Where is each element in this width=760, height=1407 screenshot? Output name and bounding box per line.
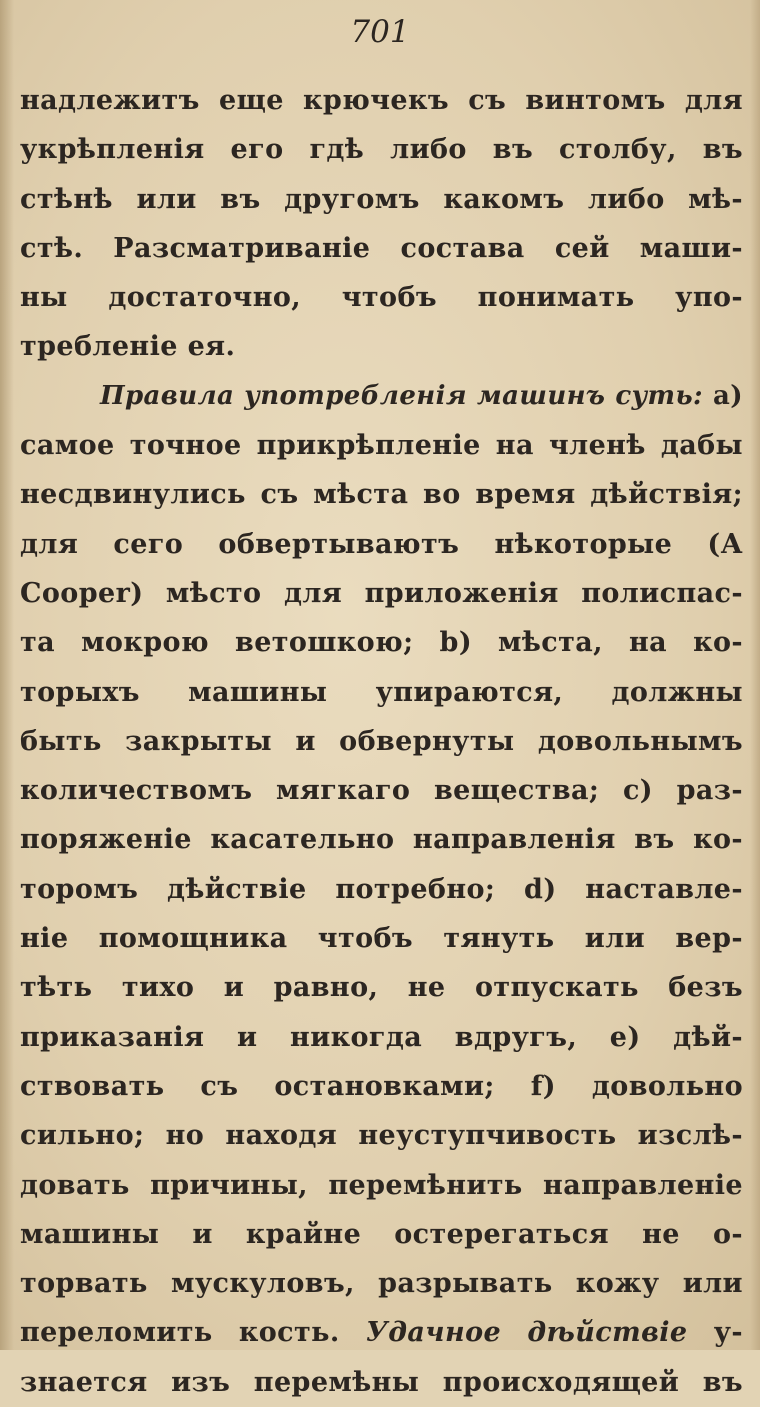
text-segment: торомъ дѣйствіе потребно; d) наставле- [20, 873, 743, 905]
text-line [20, 1161, 743, 1210]
text-segment: для сего обвертываютъ нѣкоторые (А [20, 528, 743, 560]
text-line [20, 1210, 743, 1259]
text-segment: надлежитъ еще крючекъ съ винтомъ для [20, 85, 743, 116]
text-segment: тѣть тихо и равно, не отпускать безъ [20, 972, 743, 1004]
text-segment: торыхъ машины упираются, должны [20, 676, 743, 708]
text-line [20, 668, 743, 717]
text-segment: требленіе ея. [20, 331, 236, 363]
text-line [20, 865, 743, 914]
text-segment: довать причины, перемѣнить направленіе [20, 1169, 743, 1201]
text-segment: сильно; но находя неуступчивость изслѣ- [20, 1120, 743, 1152]
text-segment: быть закрыты и обвернуты довольнымъ [20, 725, 743, 757]
text-line [20, 569, 743, 618]
text-line [20, 815, 743, 864]
text-line [20, 1259, 743, 1308]
page-edge-left [0, 0, 14, 1350]
text-segment: Cooper) мѣсто для приложенія полиспас- [20, 577, 743, 609]
text-line [20, 618, 743, 667]
text-segment: ніе помощника чтобъ тянуть или вер- [20, 923, 743, 955]
text-line [20, 470, 743, 519]
text-segment: ствовать съ остановками; f) довольно [20, 1070, 743, 1102]
text-segment: переломить кость. [20, 1317, 366, 1349]
text-line [20, 322, 743, 371]
text-segment: стѣнѣ или въ другомъ какомъ либо мѣ- [20, 183, 743, 215]
text-segment: ны достаточно, чтобъ понимать упо- [20, 282, 743, 314]
text-segment: у- [687, 1317, 744, 1349]
text-line [20, 372, 743, 421]
text-line [20, 1111, 743, 1160]
text-segment: несдвинулись съ мѣста во время дѣйствія; [20, 479, 743, 511]
text-line [20, 175, 743, 224]
text-line [20, 273, 743, 322]
text-segment: приказанія и никогда вдругъ, е) дѣй- [20, 1021, 743, 1053]
text-line [20, 914, 743, 963]
text-segment: а) [703, 380, 744, 411]
text-segment: знается изъ перемѣны происходящей въ [20, 1366, 743, 1398]
text-segment: та мокрою ветошкою; b) мѣста, на ко- [20, 627, 743, 659]
italic-text-segment: Правила употребленія машинъ суть: [100, 380, 703, 411]
text-line [20, 125, 743, 174]
text-line [20, 76, 743, 125]
text-segment: количествомъ мягкаго вещества; с) раз- [20, 775, 743, 807]
text-segment: самое точное прикрѣпленіе на членѣ дабы [20, 430, 743, 462]
text-line [20, 224, 743, 273]
body-text [20, 76, 743, 1407]
text-segment: укрѣпленія его гдѣ либо въ столбу, въ [20, 134, 743, 166]
italic-text-segment: Удачное дѣйствіе [365, 1317, 688, 1349]
text-segment: торвать мускуловъ, разрывать кожу или [20, 1268, 743, 1300]
text-segment: поряженіе касательно направленія въ ко- [20, 824, 743, 856]
page-edge-right [750, 0, 760, 1350]
text-line [20, 1062, 743, 1111]
text-line [20, 766, 743, 815]
text-line [20, 520, 743, 569]
text-line [20, 1358, 743, 1407]
text-line [20, 1013, 743, 1062]
text-segment: стѣ. Разсматриваніе состава сей маши- [20, 232, 743, 264]
page-number: 701 [350, 14, 410, 50]
text-line [20, 963, 743, 1012]
text-segment: машины и крайне остерегаться не о- [20, 1218, 743, 1250]
text-line [20, 421, 743, 470]
text-line [20, 1308, 743, 1357]
text-line [20, 717, 743, 766]
